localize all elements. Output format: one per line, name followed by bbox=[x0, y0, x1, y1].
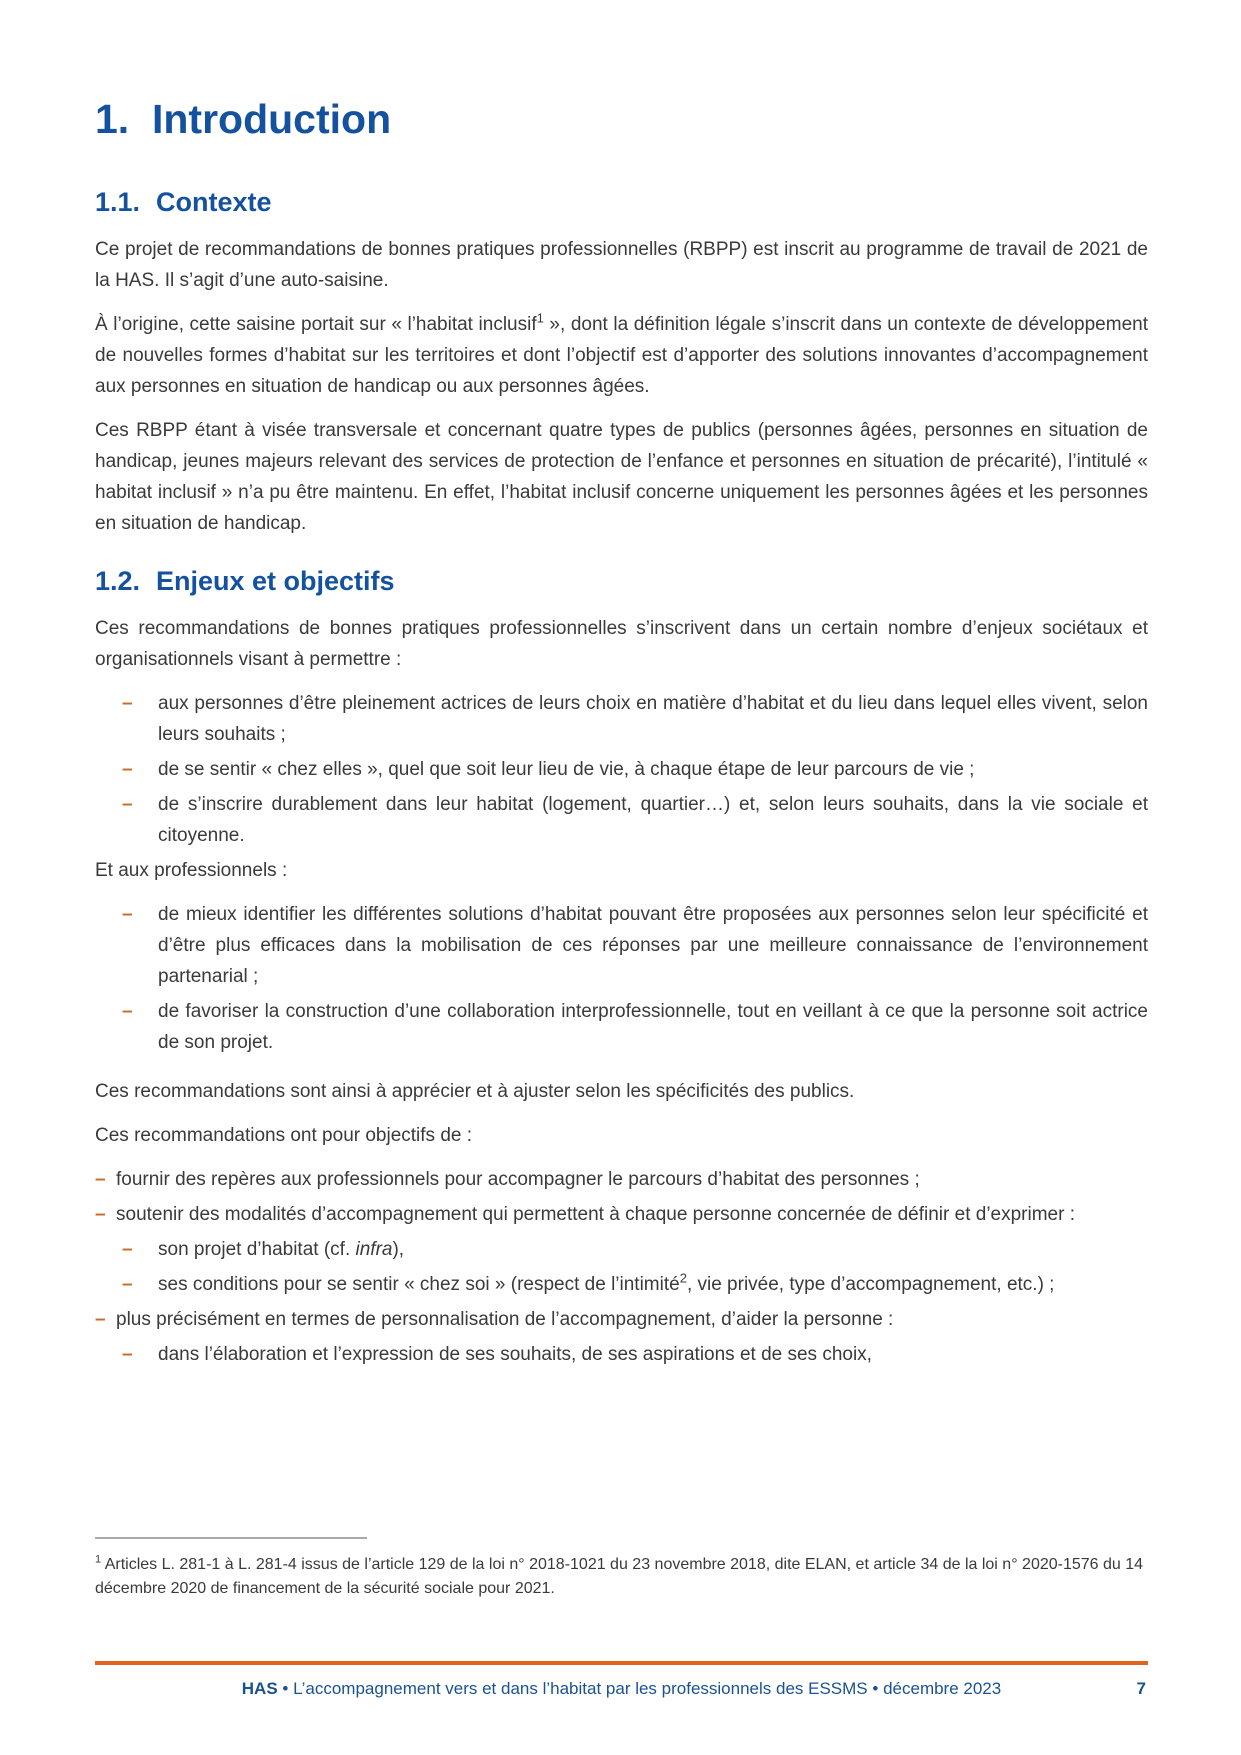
bullet-list-personnes bbox=[95, 688, 1148, 851]
paragraph: Ces recommandations sont ainsi à apprécier et à ajuster selon les spécificités des publics. bbox=[95, 1081, 855, 1102]
list-item bbox=[95, 1164, 1148, 1195]
subsection-title: Contexte bbox=[156, 187, 272, 217]
list-item-text: dans l’élaboration et l’expression de ses souhaits, de ses aspirations et de ses choix, bbox=[158, 1344, 872, 1365]
paragraph-text: À l’origine, cette saisine portait sur « l’habitat inclusif bbox=[95, 314, 537, 335]
list-item-text-segment: , vie privée, type d’accompagnement, etc.) ; bbox=[686, 1274, 1055, 1295]
list-item-text bbox=[158, 1269, 1148, 1300]
dash-bullet-icon: – bbox=[122, 904, 133, 925]
footnote-reference[interactable]: 1 bbox=[536, 310, 544, 326]
list-item bbox=[95, 789, 1148, 851]
paragraph-text: », dont la définition légale s’inscrit dans un contexte de développement de nouvelles formes d’habitat sur les territoires et dont l’objectif est d’apporter des solutions innovantes d’accompagnement aux personnes en situation de handicap ou aux personnes âgées. bbox=[95, 314, 1148, 397]
subsection-heading-enjeux bbox=[95, 565, 1148, 597]
list-item bbox=[95, 1269, 1148, 1300]
footer-org: HAS bbox=[241, 1679, 278, 1698]
page-number: 7 bbox=[1136, 1679, 1146, 1698]
list-item-text: soutenir des modalités d’accompagnement qui permettent à chaque personne concernée de définir et d’exprimer : bbox=[116, 1204, 1076, 1225]
dash-bullet-icon: – bbox=[122, 1344, 133, 1365]
list-item-text: de mieux identifier les différentes solutions d’habitat pouvant être proposées aux personnes selon leur spécificité et d’être plus efficaces dans la mobilisation de ces réponses par une meilleure connaissance de l’environnement partenarial ; bbox=[158, 904, 1148, 987]
list-item bbox=[95, 1304, 1148, 1335]
section-number: 1. bbox=[95, 96, 130, 142]
dash-bullet-icon: – bbox=[122, 693, 133, 714]
subsection-number: 1.2. bbox=[95, 566, 141, 596]
section-heading bbox=[95, 96, 1148, 142]
subsection-number: 1.1. bbox=[95, 187, 141, 217]
footnote-marker: 1 bbox=[95, 1553, 102, 1566]
dash-bullet-icon: – bbox=[122, 759, 133, 780]
objectives-list bbox=[95, 1164, 1148, 1370]
footer-separator: • bbox=[872, 1679, 879, 1698]
dash-bullet-icon: – bbox=[95, 1204, 106, 1225]
paragraph: Ce projet de recommandations de bonnes pratiques professionnelles (RBPP) est inscrit au programme de travail de 2021 de la HAS. Il s’agit d’une auto-saisine. bbox=[95, 239, 1148, 291]
list-item bbox=[95, 688, 1148, 750]
paragraph bbox=[95, 309, 1148, 402]
footnote-reference[interactable]: 2 bbox=[679, 1270, 687, 1286]
footnote-area bbox=[95, 1537, 1148, 1601]
list-item-text-segment: ), bbox=[392, 1239, 405, 1260]
bullet-list-professionnels bbox=[95, 899, 1148, 1058]
list-item-group bbox=[95, 1304, 1148, 1370]
list-item bbox=[95, 1199, 1148, 1230]
section-title: Introduction bbox=[152, 96, 392, 142]
footer-separator: • bbox=[282, 1679, 289, 1698]
subsection-heading-contexte bbox=[95, 186, 1148, 218]
list-item bbox=[95, 899, 1148, 992]
list-item-text: de se sentir « chez elles », quel que soit leur lieu de vie, à chaque étape de leur parcours de vie ; bbox=[158, 759, 975, 780]
footer-doc-title: L’accompagnement vers et dans l’habitat par les professionnels des ESSMS bbox=[293, 1679, 868, 1698]
footer-rule bbox=[95, 1661, 1148, 1665]
page-footer bbox=[95, 1661, 1148, 1700]
list-item-text: de s’inscrire durablement dans leur habitat (logement, quartier…) et, selon leurs souhaits, dans la vie sociale et citoyenne. bbox=[158, 794, 1148, 846]
dash-bullet-icon: – bbox=[122, 1001, 133, 1022]
list-item bbox=[95, 754, 1148, 785]
page-body bbox=[95, 96, 1148, 1374]
list-item-text-segment: ses conditions pour se sentir « chez soi » (respect de l’intimité bbox=[158, 1274, 680, 1295]
subsection-title: Enjeux et objectifs bbox=[156, 566, 395, 596]
list-item bbox=[95, 996, 1148, 1058]
footnote-separator bbox=[95, 1537, 367, 1539]
list-item-text: plus précisément en termes de personnalisation de l’accompagnement, d’aider la personne : bbox=[116, 1309, 894, 1330]
dash-bullet-icon: – bbox=[95, 1169, 106, 1190]
dash-bullet-icon: – bbox=[95, 1309, 106, 1330]
nested-list bbox=[95, 1234, 1148, 1300]
footer-text-row bbox=[95, 1678, 1148, 1700]
list-item-text bbox=[158, 1234, 1148, 1265]
paragraph: Ces RBPP étant à visée transversale et concernant quatre types de publics (personnes âgées, personnes en situation de handicap, jeunes majeurs relevant des services de protection de l’enfance et personnes en situation de précarité), l’intitulé « habitat inclusif » n’a pu être maintenu. En effet, l’habitat inclusif concerne uniquement les personnes âgées et les personnes en situation de handicap. bbox=[95, 420, 1148, 534]
dash-bullet-icon: – bbox=[122, 1239, 133, 1260]
list-item-group bbox=[95, 1199, 1148, 1300]
footnote-text: Articles L. 281-1 à L. 281-4 issus de l’article 129 de la loi n° 2018-1021 du 23 novembre 2018, dite ELAN, et article 34 de la loi n° 2020-1576 du 14 décembre 2020 de financement de la sécurité sociale pour 2021. bbox=[95, 1556, 1144, 1597]
list-item-text: fournir des repères aux professionnels pour accompagner le parcours d’habitat des personnes ; bbox=[116, 1169, 920, 1190]
footnote bbox=[95, 1553, 1148, 1601]
nested-list bbox=[95, 1339, 1148, 1370]
paragraph: Et aux professionnels : bbox=[95, 860, 288, 881]
paragraph: Ces recommandations ont pour objectifs de : bbox=[95, 1125, 473, 1146]
footer-date: décembre 2023 bbox=[883, 1679, 1002, 1698]
dash-bullet-icon: – bbox=[122, 794, 133, 815]
dash-bullet-icon: – bbox=[122, 1274, 133, 1295]
list-item-text: de favoriser la construction d’une collaboration interprofessionnelle, tout en veillant à ce que la personne soit actrice de son projet. bbox=[158, 1001, 1148, 1053]
list-item-text: aux personnes d’être pleinement actrices de leurs choix en matière d’habitat et du lieu dans lequel elles vivent, selon leurs souhaits ; bbox=[158, 693, 1148, 745]
list-item bbox=[95, 1234, 1148, 1265]
list-item-text-segment: son projet d’habitat (cf. bbox=[158, 1239, 356, 1260]
paragraph: Ces recommandations de bonnes pratiques professionnelles s’inscrivent dans un certain nombre d’enjeux sociétaux et organisationnels visant à permettre : bbox=[95, 618, 1148, 670]
latin-term: infra bbox=[355, 1239, 393, 1260]
list-item bbox=[95, 1339, 1148, 1370]
